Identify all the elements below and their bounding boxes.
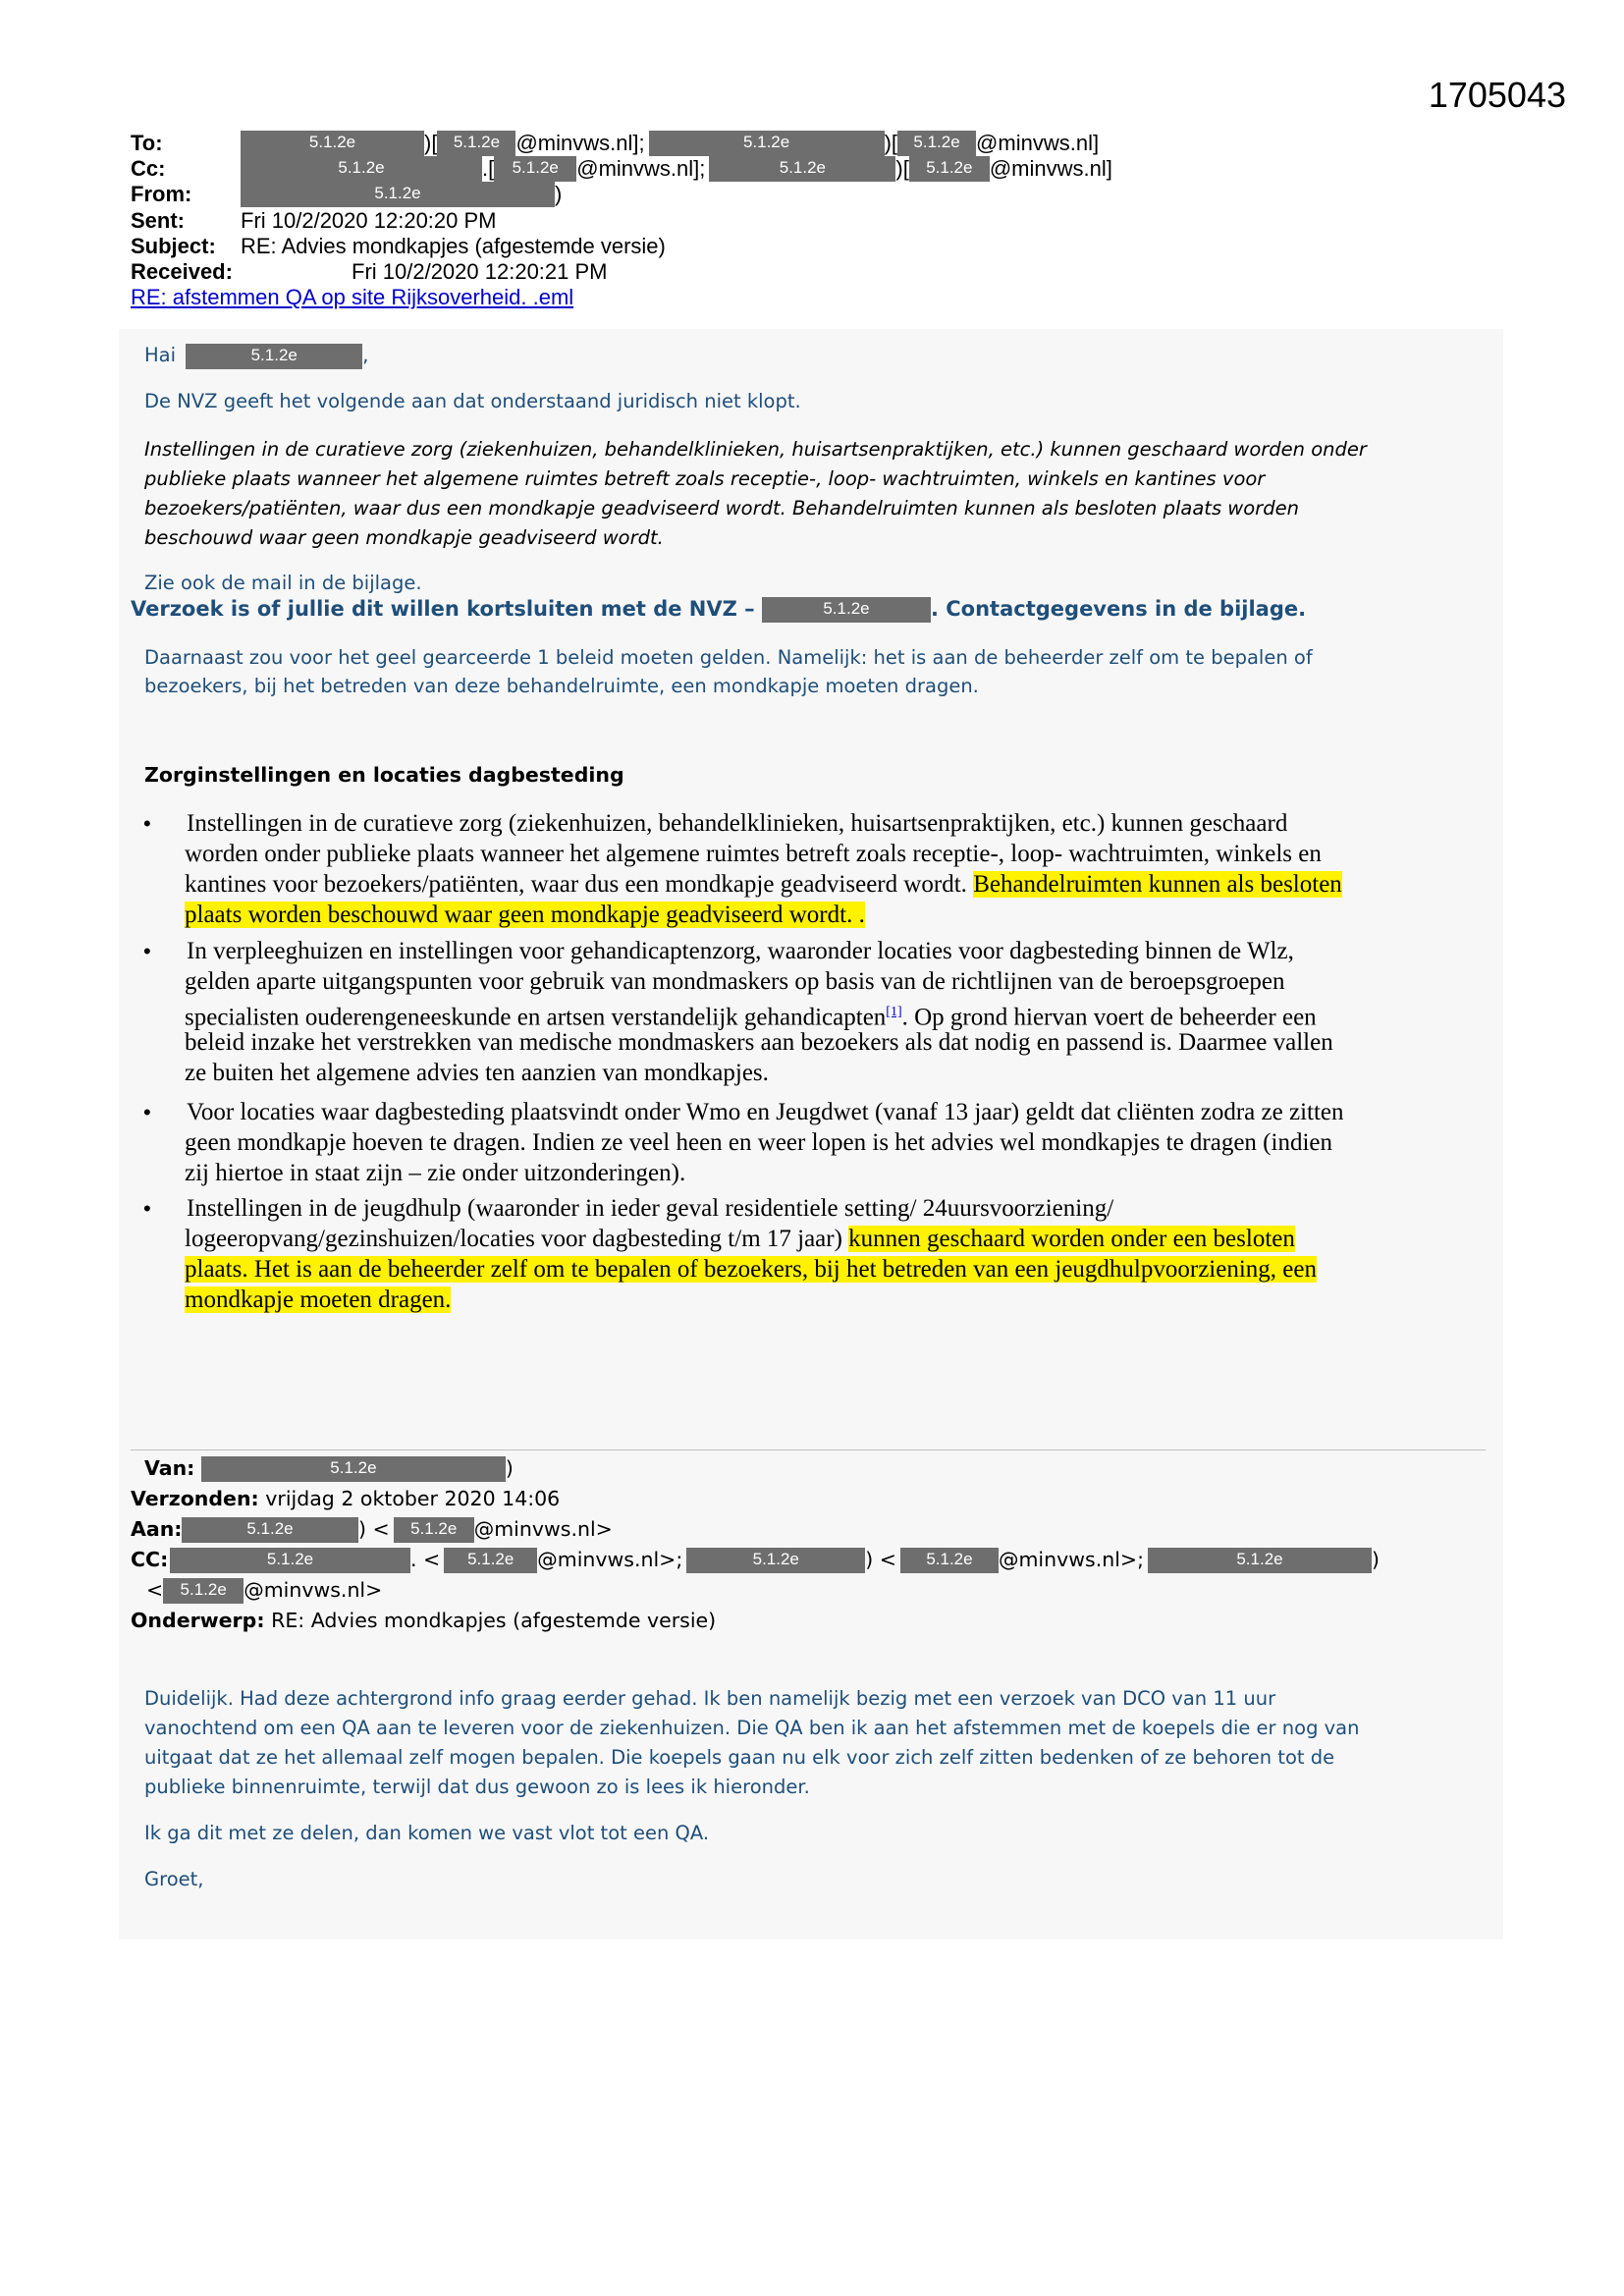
received-value: Fri 10/2/2020 12:20:21 PM [352, 259, 608, 284]
received-row [131, 259, 608, 285]
bullet-3-line: geen mondkapje hoeven te dragen. Indien ze veel heen en weer lopen is het advies wel mondkapjes te dragen (indien [185, 1129, 1332, 1156]
to-part: )[ [884, 131, 898, 155]
verzonden-value: vrijdag 2 oktober 2020 14:06 [265, 1487, 561, 1510]
bullet-2-line: beleid inzake het verstrekken van medische mondmaskers aan bezoekers als dat nodig en passend is. Daarmee vallen [185, 1029, 1333, 1056]
onderwerp-value: RE: Advies mondkapjes (afgestemde versie) [271, 1609, 717, 1632]
request-line [131, 597, 1306, 623]
cc-forward-row-2 [146, 1578, 382, 1604]
redaction: 5.1.2e [762, 597, 931, 623]
bullet-1-line [185, 869, 1342, 900]
redaction: 5.1.2e [241, 182, 555, 207]
cc-forward-part: . < [410, 1548, 441, 1571]
redaction: 5.1.2e [686, 1548, 865, 1573]
bullet-dot: • [143, 939, 151, 963]
also-line: bezoekers, bij het betreden van deze behandelruimte, een mondkapje moeten dragen. [144, 675, 979, 697]
verzonden-label: Verzonden: [131, 1487, 259, 1510]
to-part: @minvws.nl]; [515, 131, 645, 155]
greeting-tail: , [362, 344, 369, 366]
redaction: 5.1.2e [649, 131, 885, 156]
van-label: Van: [144, 1456, 195, 1480]
bullet-1-line: Instellingen in de curatieve zorg (ziekenhuizen, behandelklinieken, huisartsenpraktijken, etc.) kunnen geschaard [187, 810, 1288, 837]
bullet-3-line: Voor locaties waar dagbesteding plaatsvindt onder Wmo en Jeugdwet (vanaf 13 jaar) geldt dat cliënten zodra ze zitten [187, 1099, 1344, 1125]
cc-part: .[ [482, 156, 495, 181]
cc-forward-part: @minvws.nl>; [998, 1548, 1144, 1571]
request-prefix: Verzoek is of jullie dit willen kortsluiten met de NVZ – [131, 597, 755, 621]
forward-body-line: publieke binnenruimte, terwijl dat dus gewoon zo is lees ik hieronder. [144, 1776, 810, 1798]
redaction: 5.1.2e [1148, 1548, 1372, 1573]
sent-row [131, 208, 497, 234]
to-label: To: [131, 131, 163, 155]
redaction: 5.1.2e [909, 156, 990, 182]
cc-forward-label: CC: [131, 1548, 169, 1571]
redaction: 5.1.2e [241, 131, 424, 156]
cc-forward-part: @minvws.nl> [244, 1578, 383, 1602]
forward-body-line: vanochtend om een QA aan te leveren voor de ziekenhuizen. Die QA ben ik aan het afstemmen met de koepels die er nog van [144, 1717, 1360, 1739]
redaction: 5.1.2e [182, 1517, 358, 1543]
aan-part: @minvws.nl> [473, 1517, 613, 1541]
subject-label: Subject: [131, 234, 216, 258]
quote-line: bezoekers/patiënten, waar dus een mondkapje geadviseerd wordt. Behandelruimten kunnen als besloten plaats worden [144, 497, 1299, 519]
van-row [144, 1456, 514, 1482]
greeting [144, 344, 368, 369]
bullet-4-highlight: kunnen geschaard worden onder een besloten [848, 1226, 1295, 1252]
redaction: 5.1.2e [437, 131, 515, 156]
bullet-1-line [185, 900, 865, 930]
received-label: Received: [131, 259, 233, 284]
bullet-4-line [185, 1224, 1295, 1254]
bullet-2-line: gelden aparte uitgangspunten voor gebruik van mondmaskers op basis van de richtlijnen van de beroepsgroepen [185, 968, 1285, 995]
van-tail: ) [505, 1456, 514, 1480]
bullet-dot: • [143, 1196, 151, 1221]
bullet-dot: • [143, 811, 151, 836]
cc-forward-row [131, 1548, 1380, 1573]
bullet-2-line: In verpleeghuizen en instellingen voor gehandicaptenzorg, waaronder locaties voor dagbesteding binnen de Wlz, [187, 938, 1294, 964]
redaction: 5.1.2e [897, 131, 976, 156]
redaction: 5.1.2e [709, 156, 895, 182]
cc-forward-part: ) < [865, 1548, 896, 1571]
see-attachment-text: Zie ook de mail in de bijlage. [144, 572, 422, 594]
bullet-1-highlight: Behandelruimten kunnen als besloten [973, 871, 1342, 898]
redaction: 5.1.2e [201, 1456, 506, 1482]
onderwerp-row [131, 1609, 716, 1632]
redaction: 5.1.2e [444, 1548, 537, 1573]
bullet-4-highlight: plaats. Het is aan de beheerder zelf om te bepalen of bezoekers, bij het betreden van een jeugdhulpvoorziening, een [185, 1256, 1317, 1283]
cc-label: Cc: [131, 156, 166, 181]
to-part: )[ [424, 131, 438, 155]
cc-part: @minvws.nl]; [576, 156, 706, 181]
bullet-4-line [185, 1285, 451, 1315]
forward-body-line: uitgaat dat ze het allemaal zelf mogen bepalen. Die koepels gaan nu elk voor zich zelf zitten bedenken of ze behoren tot de [144, 1746, 1335, 1769]
request-suffix: . Contactgegevens in de bijlage. [930, 597, 1307, 621]
cc-part: @minvws.nl] [989, 156, 1112, 181]
quote-line: publieke plaats wanneer het algemene ruimtes betreft zoals receptie-, loop- wachtruimten, winkels en kantines voor [144, 467, 1266, 490]
aan-part: ) < [358, 1517, 390, 1541]
greeting-text: Hai [144, 344, 177, 366]
from-part: ) [555, 182, 563, 206]
bullet-4-line: Instellingen in de jeugdhulp (waaronder in ieder geval residentiele setting/ 24uursvoorziening/ [187, 1195, 1114, 1222]
intro-text: De NVZ geeft het volgende aan dat onderstaand juridisch niet klopt. [144, 390, 801, 412]
cc-forward-part: ) [1371, 1548, 1380, 1571]
bullet-dot: • [143, 1100, 151, 1124]
bullet-4-line [185, 1254, 1317, 1285]
to-row [131, 131, 1099, 156]
section-title: Zorginstellingen en locaties dagbesteding [144, 763, 624, 787]
onderwerp-label: Onderwerp: [131, 1609, 265, 1632]
subject-row [131, 234, 666, 259]
bullet-2-text: specialisten ouderengeneeskunde en artsen verstandelijk gehandicapten [185, 1004, 887, 1031]
bullet-3-line: zij hiertoe in staat zijn – zie onder uitzonderingen). [185, 1160, 686, 1186]
aan-label: Aan: [131, 1517, 183, 1541]
sent-label: Sent: [131, 208, 185, 233]
quote-line: Instellingen in de curatieve zorg (ziekenhuizen, behandelklinieken, huisartsenpraktijken, etc.) kunnen geschaard worden onder [144, 438, 1367, 461]
from-label: From: [131, 182, 192, 206]
subject-value: RE: Advies mondkapjes (afgestemde versie) [241, 234, 666, 258]
cc-part: )[ [895, 156, 909, 181]
redaction: 5.1.2e [241, 156, 482, 182]
closing: Groet, [144, 1868, 204, 1890]
verzonden-row [131, 1487, 560, 1510]
bullet-4-highlight: mondkapje moeten dragen. [185, 1286, 452, 1313]
message-separator [131, 1449, 1486, 1450]
bullet-1-line: worden onder publieke plaats wanneer het algemene ruimtes betreft zoals receptie-, loop- wachtruimten, winkels en [185, 841, 1322, 867]
redaction: 5.1.2e [900, 1548, 999, 1573]
document-id: 1705043 [1428, 75, 1566, 115]
bullet-1-text: kantines voor bezoekers/patiënten, waar dus een mondkapje geadviseerd wordt. [185, 871, 974, 898]
redaction: 5.1.2e [163, 1578, 244, 1604]
cc-row [131, 156, 1112, 182]
redaction: 5.1.2e [394, 1517, 474, 1543]
forward-body-line: Duidelijk. Had deze achtergrond info graag eerder gehad. Ik ben namelijk bezig met een verzoek van DCO van 11 uur [144, 1687, 1276, 1710]
cc-forward-part: < [146, 1578, 164, 1602]
footnote-link[interactable]: [1] [886, 1005, 902, 1019]
also-line: Daarnaast zou voor het geel gearceerde 1 beleid moeten gelden. Namelijk: het is aan de beheerder zelf om te bepalen of [144, 646, 1313, 669]
bullet-1-highlight: plaats worden beschouwd waar geen mondkapje geadviseerd wordt. . [185, 902, 865, 928]
cc-forward-part: @minvws.nl>; [537, 1548, 683, 1571]
from-row [131, 182, 562, 207]
to-part: @minvws.nl] [976, 131, 1100, 155]
redaction: 5.1.2e [186, 344, 362, 369]
bullet-4-text: logeeropvang/gezinshuizen/locaties voor dagbesteding t/m 17 jaar) [185, 1226, 849, 1252]
redaction: 5.1.2e [170, 1548, 410, 1573]
bullet-2-text: . Op grond hiervan voert de beheerder een [901, 1004, 1317, 1031]
sent-value: Fri 10/2/2020 12:20:20 PM [241, 208, 497, 233]
attachment-link[interactable]: RE: afstemmen QA op site Rijksoverheid. .eml [131, 285, 574, 309]
redaction: 5.1.2e [494, 156, 576, 182]
aan-row [131, 1517, 613, 1543]
bullet-2-line: ze buiten het algemene advies ten aanzien van mondkapjes. [185, 1060, 769, 1086]
quote-line: beschouwd waar geen mondkapje geadviseerd wordt. [144, 526, 664, 549]
share-line: Ik ga dit met ze delen, dan komen we vast vlot tot een QA. [144, 1822, 710, 1844]
